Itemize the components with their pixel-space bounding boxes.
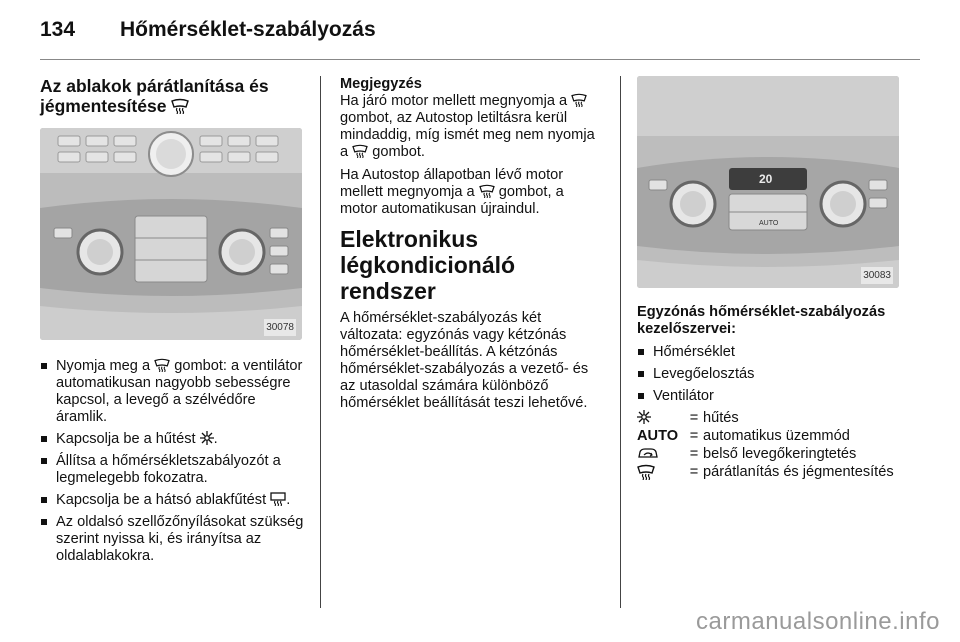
list-item: Nyomja meg a gombot: a ventilátor automatikusan nagyobb sebességre kapcsol, a levegő a szélvédőre áramlik. — [40, 358, 306, 426]
list-item: Az oldalsó szellőzőnyílásokat szükség szerint nyissa ki, és irányítsa az oldalablakokra. — [40, 514, 306, 565]
list-item: Levegőelosztás — [637, 366, 920, 383]
windshield-defrost-icon — [571, 93, 587, 107]
figure-control-panel-photo — [637, 76, 899, 288]
list-item: Állítsa a hőmérsékletszabályozót a legmelegebb fokozatra. — [40, 453, 306, 487]
figure-console-photo — [40, 128, 302, 340]
windshield-defrost-icon — [479, 184, 495, 198]
column-divider-right — [620, 76, 621, 608]
legend-row — [637, 410, 920, 427]
windshield-defrost-icon — [171, 98, 189, 114]
legend-symbol-auto: AUTO — [637, 428, 679, 444]
controls-list — [637, 344, 920, 405]
watermark: carmanualsonline.info — [696, 608, 940, 635]
note-paragraph-2: Ha Autostop állapotban lévő motor mellett megnyomja a gombot, a motor automatikusan újraindul. — [340, 167, 564, 217]
legend-desc: párátlanítás és jégmentesítés — [703, 464, 894, 480]
column-defrost — [40, 76, 306, 570]
note-title: Megjegyzés — [340, 76, 422, 92]
legend-equals: = — [689, 410, 699, 426]
rear-window-heating-icon — [270, 492, 286, 506]
legend-desc: hűtés — [703, 410, 739, 426]
symbol-legend — [637, 410, 920, 483]
section-paragraph: A hőmérséklet-szabályozás két változata: egyzónás vagy kétzónás hőmérséklet-beállítás. A kétzónás hőmérséklet-szabályozás a vezető- és az utasoldal számára különböző hőmérséklet beállítását teszi lehetővé. — [340, 310, 589, 411]
air-recirculation-icon — [637, 446, 659, 460]
page-title: Hőmérséklet-szabályozás — [120, 18, 376, 41]
controls-heading: Egyzónás hőmérséklet-szabályozás kezelőszervei: — [637, 304, 886, 337]
note-paragraph-1: Ha járó motor mellett megnyomja a gombot, az Autostop letiltásra kerül mindaddig, míg ismét meg nem nyomja a gombot. — [340, 93, 595, 160]
defrost-steps-list — [40, 358, 306, 565]
legend-row — [637, 428, 920, 445]
figure-auto-label: AUTO — [759, 220, 779, 227]
snowflake-icon — [200, 431, 214, 445]
list-item: Ventilátor — [637, 388, 920, 405]
legend-row — [637, 464, 920, 483]
windshield-defrost-icon — [352, 144, 368, 158]
legend-equals: = — [689, 428, 699, 444]
windshield-defrost-icon — [154, 358, 170, 372]
list-item: Kapcsolja be a hátsó ablakfűtést . — [40, 492, 306, 509]
legend-equals: = — [689, 464, 699, 480]
windshield-defrost-icon — [637, 464, 655, 480]
snowflake-icon — [637, 410, 651, 424]
page-number: 134 — [40, 18, 76, 41]
figure-number: 30078 — [264, 319, 296, 336]
column-divider-left — [320, 76, 321, 608]
figure-number: 30083 — [861, 267, 893, 284]
legend-desc: automatikus üzemmód — [703, 428, 850, 444]
page-header — [40, 18, 920, 58]
legend-desc: belső levegőkeringtetés — [703, 446, 857, 462]
section-heading-defrost: Az ablakok párátlanítása és jégmentesítése — [40, 76, 269, 116]
column-controls — [637, 76, 920, 484]
list-item: Kapcsolja be a hűtést . — [40, 431, 306, 448]
list-item: Hőmérséklet — [637, 344, 920, 361]
legend-row — [637, 446, 920, 463]
header-rule — [40, 59, 920, 60]
column-note — [340, 76, 602, 418]
section-heading-electronic-ac: Elektronikus légkondicionáló rendszer — [340, 226, 516, 304]
figure-display-readout: 20 — [759, 172, 773, 186]
legend-equals: = — [689, 446, 699, 462]
